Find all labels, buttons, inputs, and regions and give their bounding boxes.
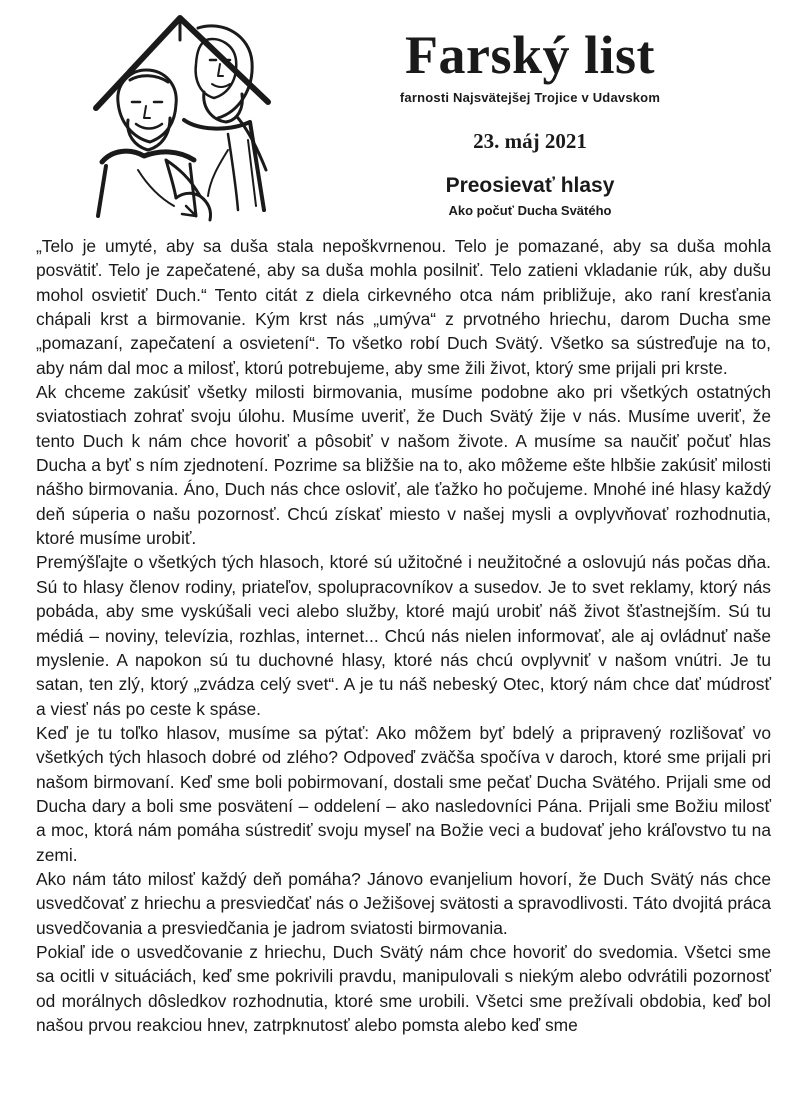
parish-name: farnosti Najsvätejšej Trojice v Udavskom [399,90,661,105]
issue-date: 23. máj 2021 [473,129,587,153]
paragraph: Keď je tu toľko hlasov, musíme sa pýtať: Ako môžem byť bdelý a pripravený rozlišovať vo všetkých tých hlasoch dobré od zlého? Odpoveď zväčša spočíva v daroch, ktoré sme prijali pri našom birmovaní. Keď sme boli pobirmovaní, dostali sme pečať Ducha Svätého. Prijali sme od Ducha dary a boli sme posvätení – oddelení – ako nasledovníci Pána. Prijali sme Božiu milosť a moc, ktorá nám pomáha sústrediť svoju myseľ na Božie veci a budovať jeho kráľovstvo tu na zemi. [36,722,771,865]
article-body [36,234,771,1037]
paragraph: Premýšľajte o všetkých tých hlasoch, ktoré sú užitočné i neužitočné a oslovujú nás počas dňa. Sú to hlasy členov rodiny, priateľov, spolupracovníkov a susedov. Je to svet reklamy, ktorý nás pobáda, aby sme vyskúšali veci alebo služby, ktoré majú urobiť náš život šťastnejším. Sú tu médiá – noviny, televízia, rozhlas, internet... Chcú nás nielen informovať, ale aj ovládnuť naše myslenie. A napokon sú tu duchovné hlasy, ktoré nás chcú ovplyvniť v našom vnútri. Je tu satan, ten zlý, ktorý „zvádza celý svet“. A je tu náš nebeský Otec, ktorý nám chce dať múdrosť a viesť nás po ceste k spáse. [36,552,771,719]
paragraph: Ako nám táto milosť každý deň pomáha? Jánovo evanjelium hovorí, že Duch Svätý nás chce usvedčovať z hriechu a presviedčať nás o Ježišovej svätosti a spravodlivosti. Táto dvojitá práca usvedčovania a presviedčania je jadrom sviatosti birmovania. [36,868,771,938]
christ-and-holy-spirit-dove-illustration [78,10,278,232]
paragraph: Ak chceme zakúsiť všetky milosti birmovania, musíme podobne ako pri všetkých ostatných sviatostiach zohrať svoju úlohu. Musíme uveriť, že Duch Svätý žije v nás. Musíme uveriť, že tento Duch k nám chce hovoriť a pôsobiť v našom živote. A musíme sa naučiť počuť hlas Ducha a byť s ním zjednotení. Pozrime sa bližšie na to, ako môžeme ešte hlbšie zakúsiť milosti nášho birmovania. Áno, Duch nás chce osloviť, ale ťažko ho počujeme. Mnohé iné hlasy každý deň súperia o našu pozornosť. Chcú získať miesto v našej mysli a ovplyvňovať rozhodnutia, ktoré musíme urobiť. [36,382,771,549]
article-title: Preosievať hlasy [445,174,615,197]
article-subtitle: Ako počuť Ducha Svätého [448,203,612,218]
newsletter-title: Farský list [404,25,655,85]
masthead [330,24,730,218]
paragraph: „Telo je umyté, aby sa duša stala nepoškvrnenou. Telo je pomazané, aby sa duša mohla posvätiť. Telo je zapečatené, aby sa duša mohla posilniť. Telo zatieni vkladanie rúk, aby dušu mohol osvietiť Duch.“ Tento citát z diela cirkevného otca nám približuje, ako raní kresťania chápali krst a birmovanie. Kým krst nás „umýva“ z prvotného hriechu, darom Ducha sme „pomazaní, zapečatení a osvietení“. To všetko robí Duch Svätý. Všetko sa sústreďuje na to, aby nám dal moc a milosť, ktorú potrebujeme, aby sme žili život, ktorý sme prijali pri krste. [36,236,771,378]
page-header [0,0,800,236]
paragraph: Pokiaľ ide o usvedčovanie z hriechu, Duch Svätý nám chce hovoriť do svedomia. Všetci sme sa ocitli v situáciách, keď sme pokrivili pravdu, manipulovali s niekým alebo odvrátili pozornosť od morálnych dôsledkov rozhodnutia, ktoré sme urobili. Všetci sme prežívali obdobia, keď bol našou prvou reakciou hnev, zatrpknutosť alebo pomsta alebo keď sme [36,941,771,1035]
